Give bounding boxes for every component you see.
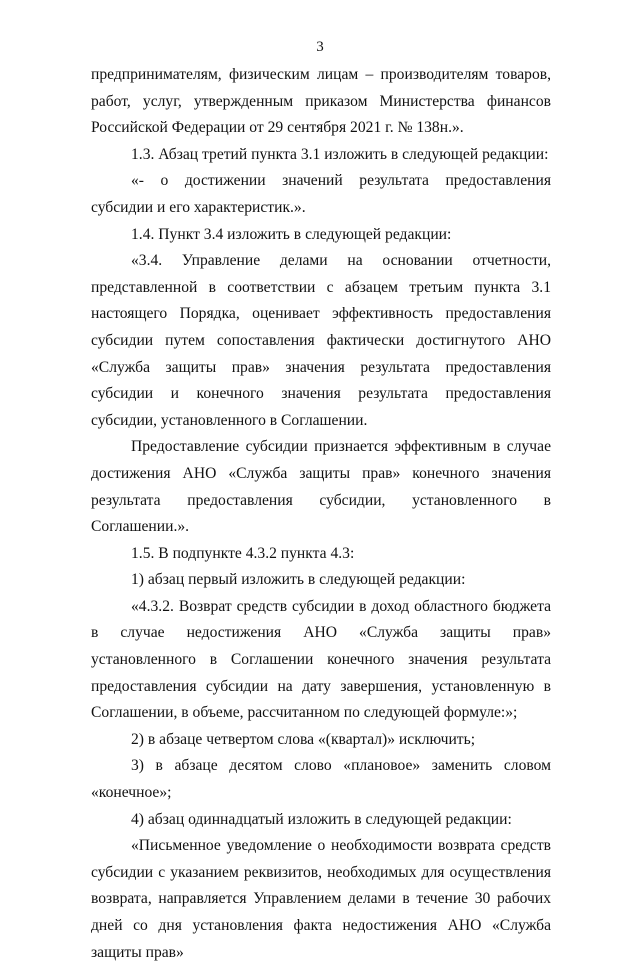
document-body xyxy=(91,62,551,966)
paragraph-1-5: 1.5. В подпункте 4.3.2 пункта 4.3: xyxy=(131,544,355,562)
paragraph-4-3-2-text: «4.3.2. Возврат средств субсидии в доход областного бюджета в случае недостижения АНО «Служба защиты прав» установленного в Соглашении конечного значения результата предоставления субсидии на дату завершения, установленную в Соглашении, в объеме, рассчитанном по следующей формуле:»; xyxy=(91,597,551,722)
paragraph-item-3: 3) в абзаце десятом слово «плановое» заменить словом «конечное»; xyxy=(91,757,551,802)
paragraph-notification: «Письменное уведомление о необходимости возврата средств субсидии с указанием реквизитов, необходимых для осуществления возврата, направляется Управлением делами в течение 30 рабочих дней со дня установления факта недостижения АНО «Служба защиты прав» xyxy=(91,837,551,961)
paragraph-item-2: 2) в абзаце четвертом слова «(квартал)» исключить; xyxy=(131,730,476,748)
paragraph-1-4: 1.4. Пункт 3.4 изложить в следующей редакции: xyxy=(131,225,452,243)
paragraph-item-1: 1) абзац первый изложить в следующей редакции: xyxy=(131,571,466,589)
paragraph-3-4-text: «3.4. Управление делами на основании отчетности, представленной в соответствии с абзацем третьим пункта 3.1 настоящего Порядка, оценивает эффективность предоставления субсидии путем сопоставления фактически достигнутого АНО «Служба защиты прав» значения результата предоставления субсидии и конечного значения результата предоставления субсидии, установленного в Соглашении. xyxy=(91,252,551,429)
paragraph-continuation: предпринимателям, физическим лицам – производителям товаров, работ, услуг, утвержденным приказом Министерства финансов Российской Федерации от 29 сентября 2021 г. № 138н.». xyxy=(91,66,551,137)
paragraph-item-4: 4) абзац одиннадцатый изложить в следующей редакции: xyxy=(131,810,512,828)
paragraph-efficiency: Предоставление субсидии признается эффективным в случае достижения АНО «Служба защиты прав» конечного значения результата предоставления субсидии, установленного в Соглашении.». xyxy=(91,438,551,536)
paragraph-1-3-text: «- о достижении значений результата предоставления субсидии и его характеристик.». xyxy=(91,172,551,216)
paragraph-1-3: 1.3. Абзац третий пункта 3.1 изложить в следующей редакции: xyxy=(131,145,549,163)
page-number: 3 xyxy=(316,39,324,55)
